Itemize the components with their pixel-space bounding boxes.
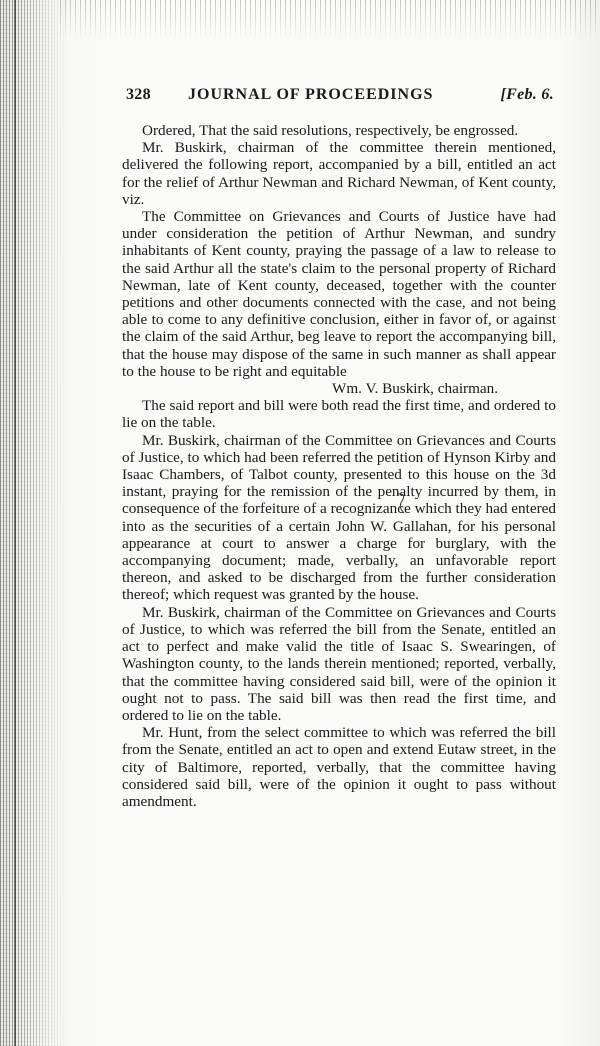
ink-mark bbox=[393, 492, 413, 514]
binding-edge-line bbox=[14, 0, 16, 1046]
scan-noise-top bbox=[60, 0, 600, 40]
page-number: 328 bbox=[126, 86, 151, 103]
journal-body bbox=[122, 122, 556, 810]
running-header bbox=[126, 86, 554, 108]
running-title: JOURNAL OF PROCEEDINGS bbox=[188, 86, 434, 103]
running-date: [Feb. 6. bbox=[500, 86, 554, 103]
paragraph-committee-report: The Committee on Grievances and Courts of Justice have had under consideration the petition of Arthur Newman, and sundry inhabitants of Kent county, praying the passage of a law to release to the said Arthur all the state's claim to the personal property of Richard Newman, late of Kent county, deceased, together with the counter petitions and other documents connected with the case, and not being able to come to any definitive conclusion, either in favor of, or against the claim of the said Arthur, beg leave to report the accompanying bill, that the house may dispose of the same in such manner as shall appear to the house to be right and equitable bbox=[122, 208, 556, 380]
binding-gutter bbox=[0, 0, 70, 1046]
signature-chairman: Wm. V. Buskirk, chairman. bbox=[332, 380, 499, 398]
paragraph-first-reading: The said report and bill were both read the first time, and ordered to lie on the table. bbox=[122, 397, 556, 432]
paragraph-ordered-engrossed: Ordered, That the said resolutions, respectively, be engrossed. bbox=[142, 122, 519, 139]
paragraph-eutaw-street-bill: Mr. Hunt, from the select committee to which was referred the bill from the Senate, entitled an act to open and extend Eutaw street, in the city of Baltimore, reported, verbally, that the committee having considered said bill, were of the opinion it ought to pass without amendment. bbox=[122, 724, 556, 810]
paragraph-kirby-chambers-petition: Mr. Buskirk, chairman of the Committee on Grievances and Courts of Justice, to which had been referred the petition of Hynson Kirby and Isaac Chambers, of Talbot county, presented to this house on the 3d instant, praying for the remission of the penalty incurred by them, in consequence of the forfeiture of a recognizance which they had entered into as the securities of a certain John W. Gallahan, for his personal appearance at court to answer a charge for burglary, with the accompanying document; made, verbally, an unfavorable report thereon, and asked to be discharged from the further consideration thereof; which request was granted by the house. bbox=[122, 431, 556, 604]
paragraph-swearingen-bill: Mr. Buskirk, chairman of the Committee on Grievances and Courts of Justice, to which was referred the bill from the Senate, entitled an act to perfect and make valid the title of Isaac S. Swearingen, of Washington county, to the lands therein mentioned; reported, verbally, that the committee having considered said bill, were of the opinion it ought not to pass. The said bill was then read the first time, and ordered to lie on the table. bbox=[122, 603, 556, 724]
paragraph-report-delivered: Mr. Buskirk, chairman of the committee therein mentioned, delivered the following report, accompanied by a bill, entitled an act for the relief of Arthur Newman and Richard Newman, of Kent county, viz. bbox=[122, 139, 556, 208]
